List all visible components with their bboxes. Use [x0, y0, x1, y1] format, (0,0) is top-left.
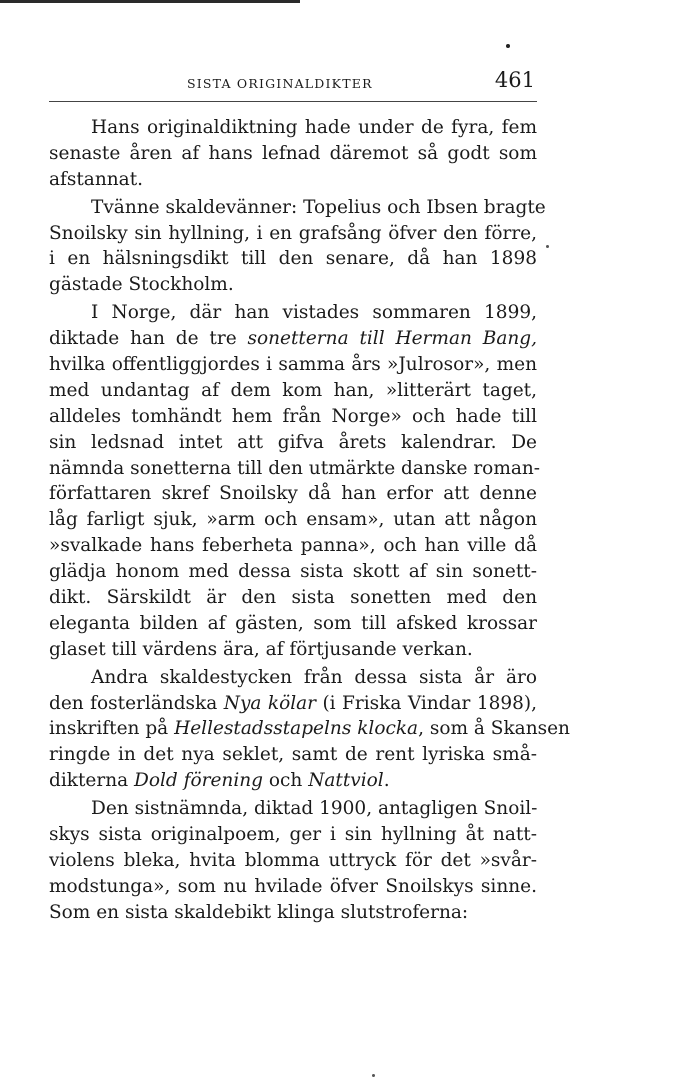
text-line: »svalkade hans feberheta panna», och han ville då	[49, 535, 537, 557]
page-number: 461	[494, 68, 535, 92]
paragraph-1	[49, 115, 537, 193]
body-text	[49, 115, 570, 928]
page-edge-mark	[0, 0, 300, 3]
paragraph-5	[49, 796, 537, 925]
text-line: Tvänne skaldevänner: Topelius och Ibsen bragte	[91, 196, 546, 218]
page-header	[49, 68, 537, 98]
poem-title: Dold förening	[134, 770, 264, 792]
text-fragment: den fosterländska	[49, 692, 224, 714]
text-line: Snoilsky sin hyllning, i en grafsång öfver den förre,	[49, 222, 537, 244]
text-fragment: inskriften på	[49, 718, 175, 740]
paragraph-4	[49, 665, 570, 794]
text-line: violens bleka, hvita blomma uttryck för det »svår-	[49, 849, 537, 871]
text-line	[49, 716, 570, 742]
text-line: I Norge, där han vistades sommaren 1899,	[91, 302, 537, 324]
text-fragment: dikterna	[49, 770, 135, 792]
text-line	[49, 768, 537, 794]
text-line	[49, 691, 537, 717]
text-line: författaren skref Snoilsky då han erfor att denne	[49, 483, 537, 505]
header-rule	[49, 101, 537, 102]
text-line: ringde in det nya seklet, samt de rent lyriska små-	[49, 744, 537, 766]
text-line: alldeles tomhändt hem från Norge» och hade till	[49, 405, 537, 427]
text-line: sin ledsnad intet att gifva årets kalendrar. De	[49, 431, 537, 453]
text-line: Andra skaldestycken från dessa sista år äro	[91, 666, 537, 688]
text-line: gästade Stockholm.	[49, 274, 234, 296]
poem-title: Hellestadsstapelns klocka	[174, 718, 419, 740]
text-line: glädja honom med dessa sista skott af sin sonett-	[49, 561, 537, 583]
paragraph-3	[49, 300, 541, 662]
text-line: glaset till värdens ära, af förtjusande verkan.	[49, 638, 473, 660]
text-fragment: , som å Skansen	[418, 718, 570, 740]
text-fragment: diktade han de tre	[49, 328, 248, 350]
text-line: eleganta bilden af gästen, som till afsked krossar	[49, 612, 537, 634]
text-line: senaste åren af hans lefnad däremot så godt som	[49, 142, 537, 164]
text-fragment: .	[383, 770, 390, 792]
text-fragment: (i Friska Vindar 1898),	[316, 692, 538, 714]
text-line: Som en sista skaldebikt klinga slutstroferna:	[49, 901, 469, 923]
text-line	[49, 326, 537, 352]
text-line: modstunga», som nu hvilade öfver Snoilskys sinne.	[49, 875, 537, 897]
ink-speck	[372, 1074, 375, 1077]
text-line: Hans originaldiktning hade under de fyra, fem	[91, 117, 537, 138]
text-line: nämnda sonetterna till den utmärkte danske roman-	[49, 457, 541, 479]
text-line: skys sista originalpoem, ger i sin hyllning åt natt-	[49, 824, 537, 846]
text-fragment: och	[263, 770, 309, 792]
text-line: Den sistnämnda, diktad 1900, antagligen Snoil-	[91, 798, 538, 820]
paragraph-2	[49, 195, 546, 299]
poem-title: Nya kölar	[223, 692, 317, 714]
text-line: hvilka offentliggjordes i samma års »Julrosor», men	[49, 354, 537, 376]
text-line: dikt. Särskildt är den sista sonetten med den	[49, 587, 537, 609]
ink-speck	[546, 245, 549, 248]
text-line: låg farligt sjuk, »arm och ensam», utan att någon	[49, 509, 537, 531]
text-line: med undantag af dem kom han, »litterärt taget,	[49, 379, 537, 401]
text-line: i en hälsningsdikt till den senare, då han 1898	[49, 248, 537, 270]
poem-title: Nattviol	[308, 770, 384, 792]
sonnet-title: sonetterna till Herman Bang,	[247, 328, 537, 350]
ink-speck	[506, 44, 510, 48]
text-line: afstannat.	[49, 168, 144, 190]
running-title: SISTA ORIGINALDIKTER	[187, 76, 373, 91]
